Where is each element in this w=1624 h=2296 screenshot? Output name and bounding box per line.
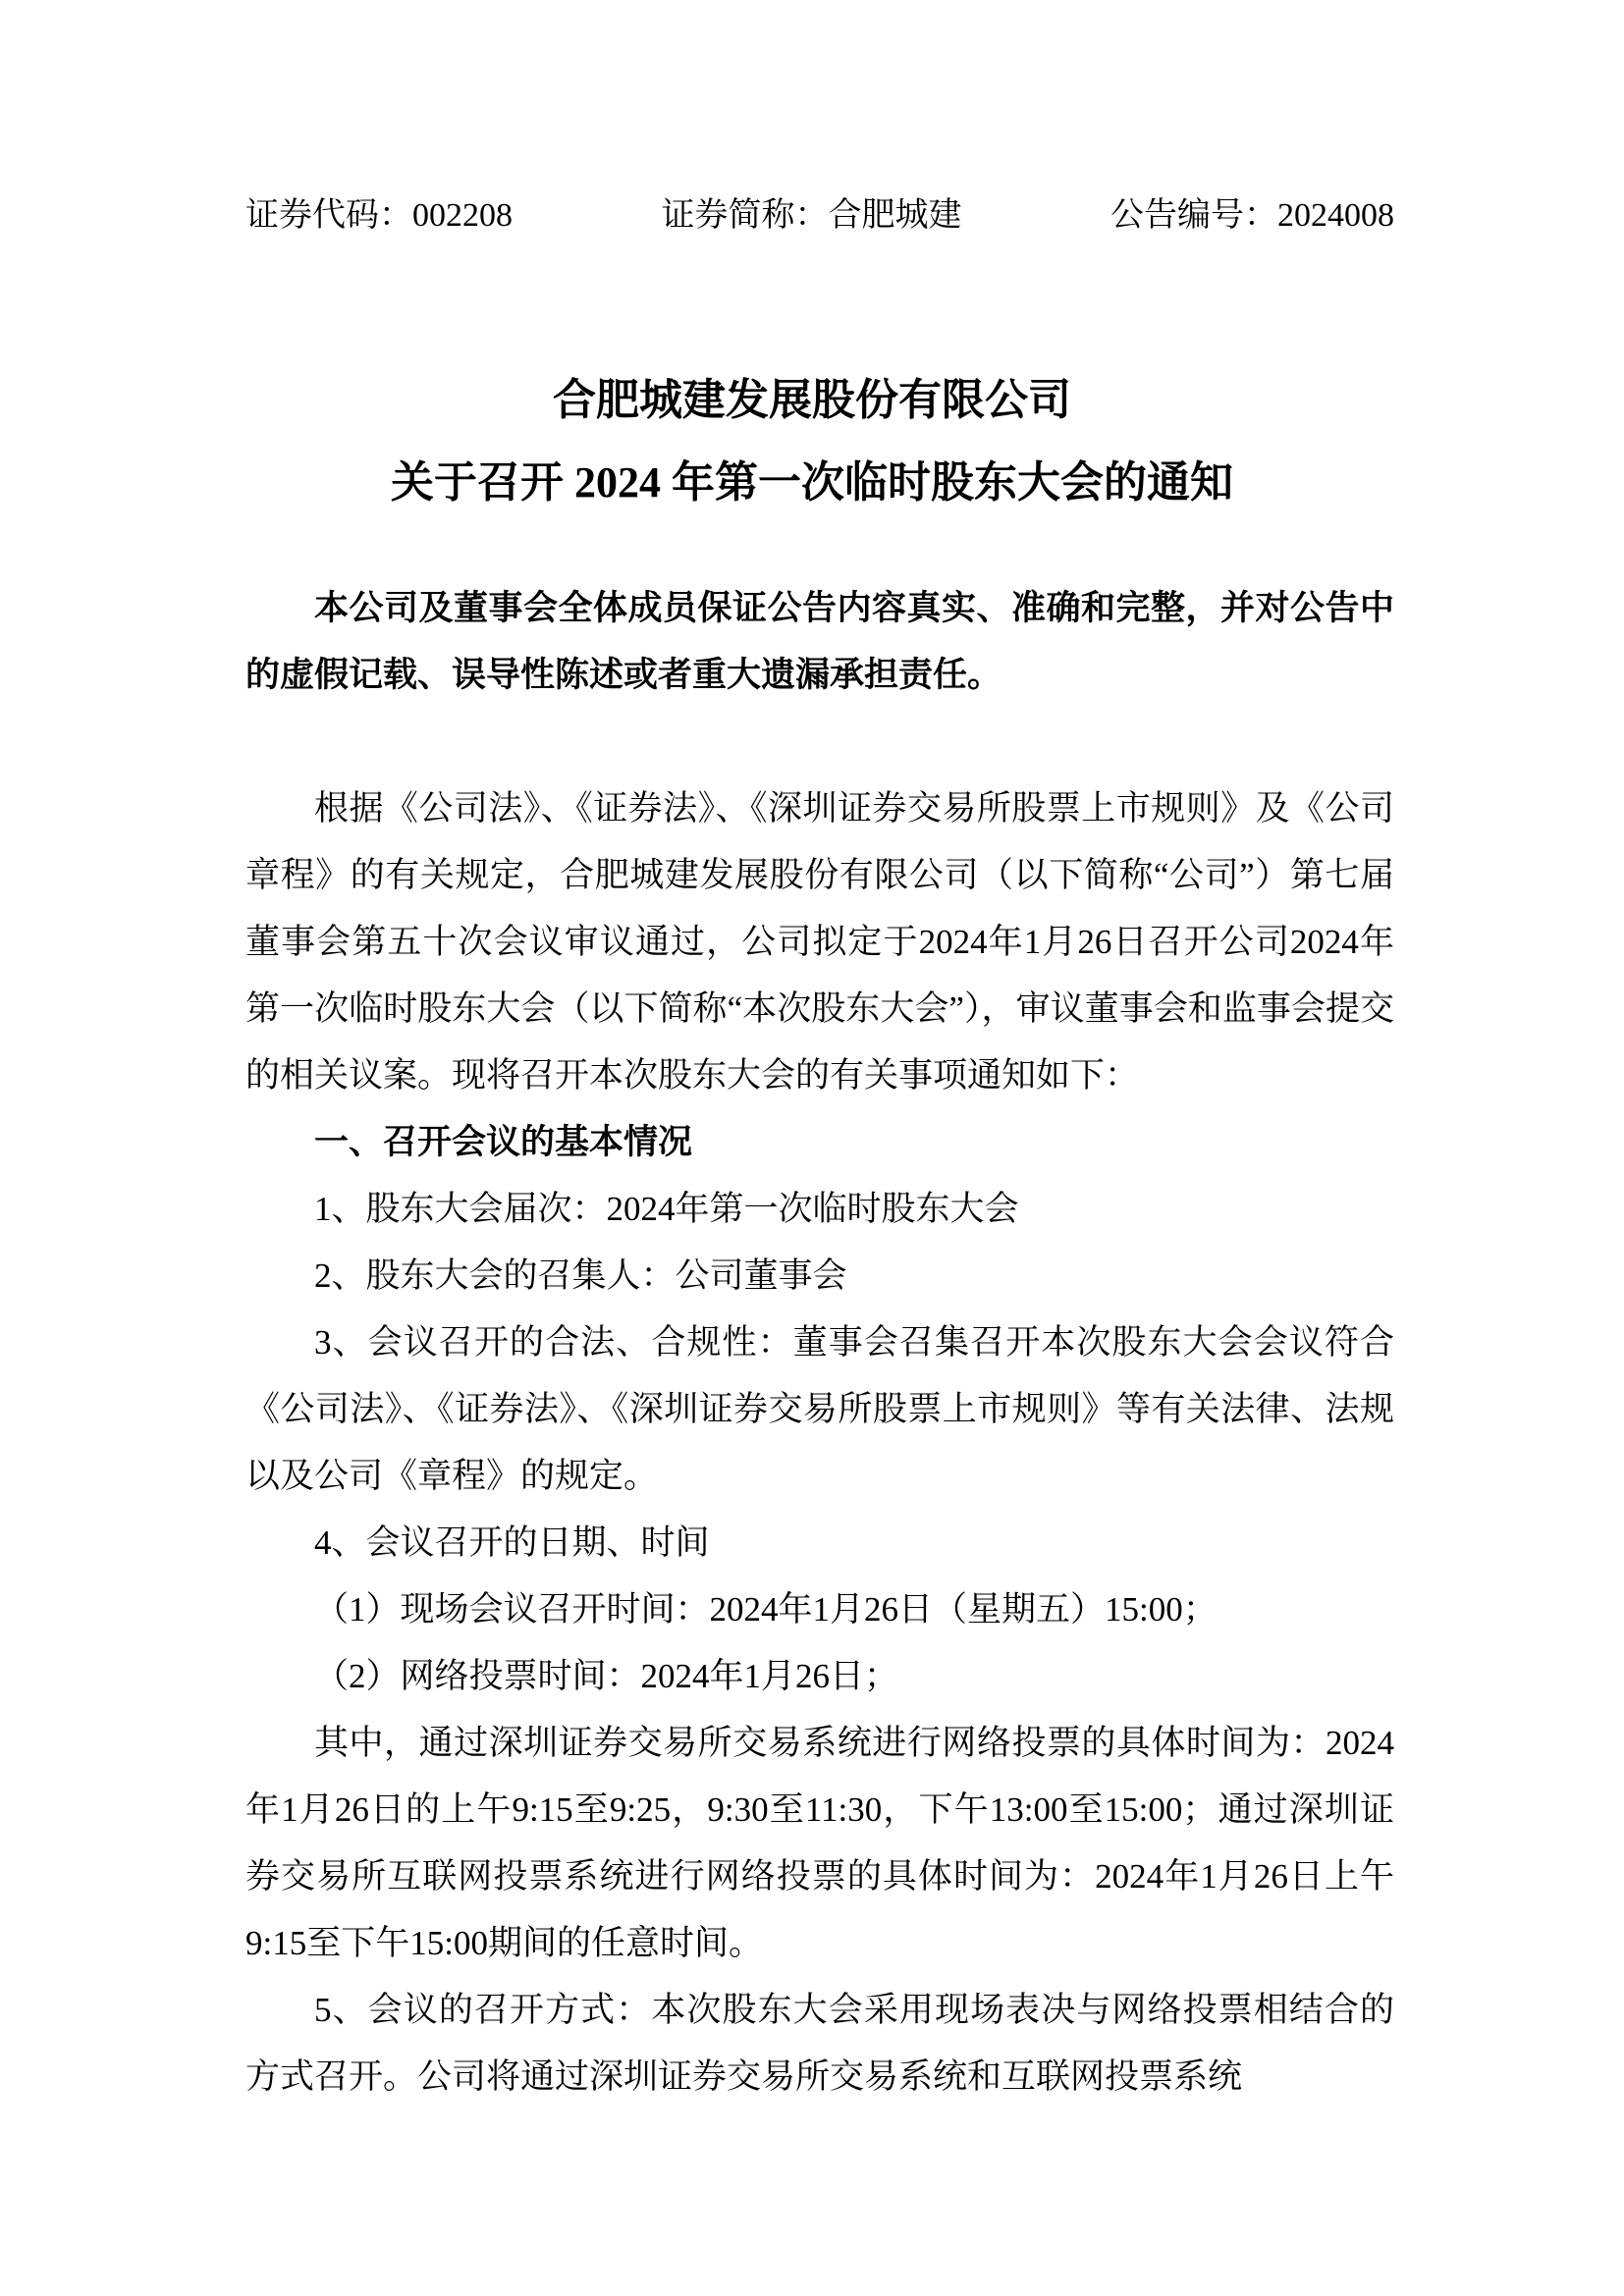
stock-code: 证券代码：002208 [245, 197, 513, 234]
paragraph: 根据《公司法》、《证券法》、《深圳证券交易所股票上市规则》及《公司章程》的有关规定，合肥城建发展股份有限公司（以下简称“公司”）第七届董事会第五十次会议审议通过，公司拟定于2024年1月26日召开公司2024年第一次临时股东大会（以下简称“本次股东大会”），审议董事会和监事会提交的相关议案。现将召开本次股东大会的有关事项通知如下： [245, 789, 1394, 1095]
company-name-title: 合肥城建发展股份有限公司 [553, 376, 1071, 424]
document-body [245, 775, 1394, 2110]
disclaimer-paragraph: 本公司及董事会全体成员保证公告内容真实、准确和完整，并对公告中的虚假记载、误导性陈述或者重大遗漏承担责任。 [245, 589, 1394, 694]
section-heading: 一、召开会议的基本情况 [314, 1123, 693, 1161]
paragraph: 5、会议的召开方式：本次股东大会采用现场表决与网络投票相结合的方式召开。公司将通过深圳证券交易所交易系统和互联网投票系统 [245, 1991, 1394, 2096]
document-header [245, 194, 1394, 238]
announcement-title: 关于召开 2024 年第一次临时股东大会的通知 [391, 458, 1233, 507]
paragraph: （1）现场会议召开时间：2024年1月26日（星期五）15:00； [314, 1590, 1218, 1629]
paragraph: （2）网络投票时间：2024年1月26日； [314, 1657, 899, 1695]
announcement-number: 公告编号：2024008 [1110, 197, 1394, 234]
title-block [0, 359, 1624, 524]
paragraph: 1、股东大会届次：2024年第一次临时股东大会 [314, 1190, 1019, 1228]
paragraph: 2、股东大会的召集人：公司董事会 [314, 1256, 847, 1295]
paragraph: 4、会议召开的日期、时间 [314, 1523, 710, 1562]
paragraph: 其中，通过深圳证券交易所交易系统进行网络投票的具体时间为：2024年1月26日的上午9:15至9:25，9:30至11:30，下午13:00至15:00；通过深圳证券交易所互联网投票系统进行网络投票的具体时间为：2024年1月26日上午9:15至下午15:00期间的任意时间。 [245, 1724, 1394, 1962]
paragraph: 3、会议召开的合法、合规性：董事会召集召开本次股东大会会议符合《公司法》、《证券法》、《深圳证券交易所股票上市规则》等有关法律、法规以及公司《章程》的规定。 [245, 1323, 1394, 1495]
stock-name: 证券简称：合肥城建 [661, 197, 962, 234]
